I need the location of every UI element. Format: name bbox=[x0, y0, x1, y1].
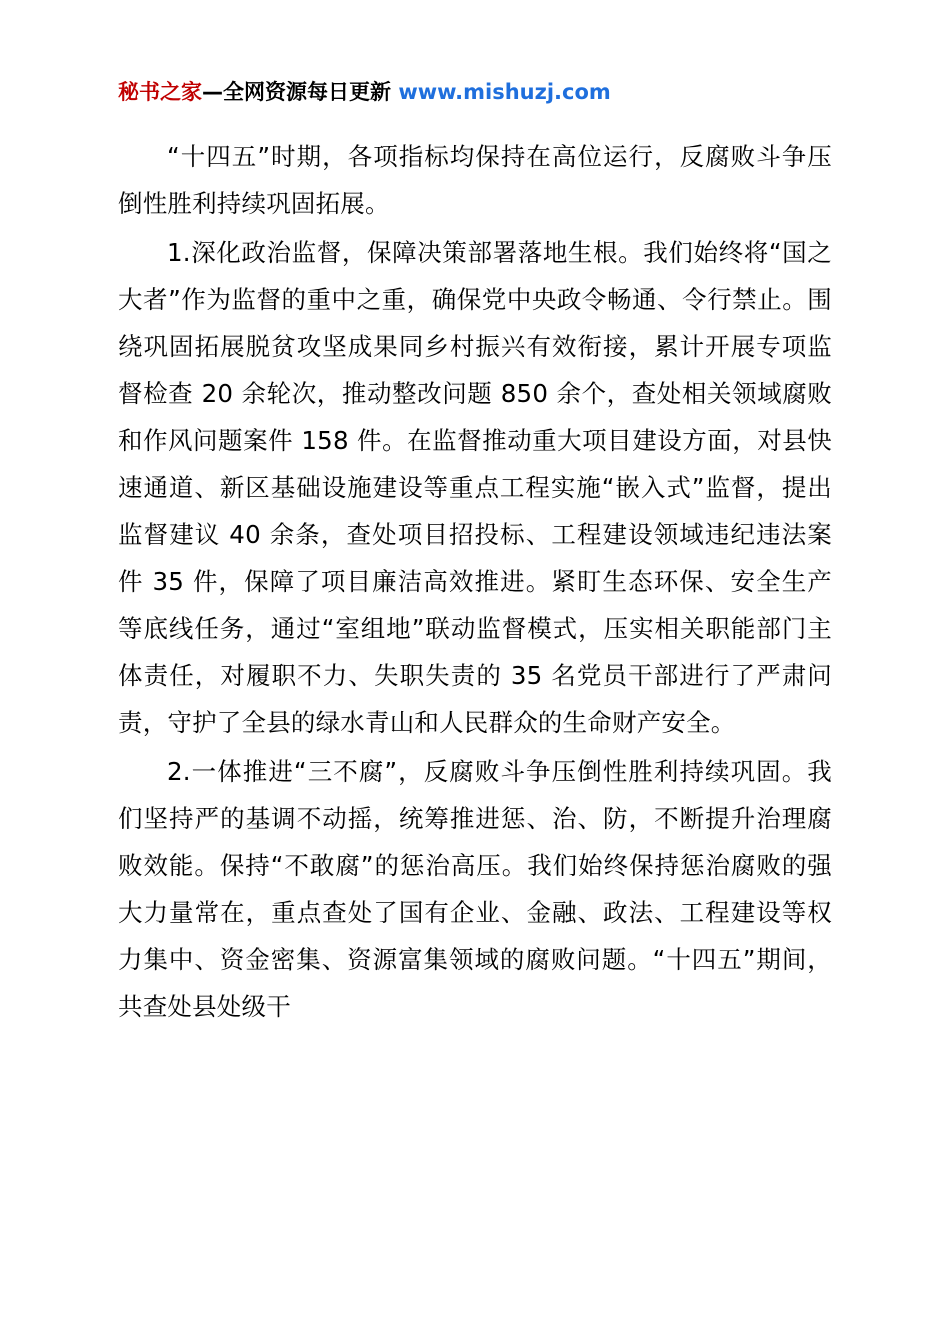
paragraph: “十四五”时期，各项指标均保持在高位运行，反腐败斗争压倒性胜利持续巩固拓展。 bbox=[118, 142, 832, 219]
site-url-link[interactable]: www.mishuzj.com bbox=[398, 80, 611, 104]
site-tagline: —全网资源每日更新 bbox=[202, 80, 391, 104]
document-body bbox=[118, 133, 832, 1030]
paragraph: 2.一体推进“三不腐”，反腐败斗争压倒性胜利持续巩固。我们坚持严的基调不动摇，统筹推进惩、治、防，不断提升治理腐败效能。保持“不敢腐”的惩治高压。我们始终保持惩治腐败的强大力量常在，重点查处了国有企业、金融、政法、工程建设等权力集中、资金密集、资源富集领域的腐败问题。“十四五”期间，共查处县处级干 bbox=[118, 757, 832, 1022]
site-watermark-header bbox=[118, 78, 832, 107]
site-brand-name: 秘书之家 bbox=[118, 80, 202, 104]
paragraph: 1.深化政治监督，保障决策部署落地生根。我们始终将“国之大者”作为监督的重中之重，确保党中央政令畅通、令行禁止。围绕巩固拓展脱贫攻坚成果同乡村振兴有效衔接，累计开展专项监督检查 20 余轮次，推动整改问题 850 余个，查处相关领域腐败和作风问题案件 158 件。在监督推动重大项目建设方面，对县快速通道、新区基础设施建设等重点工程实施“嵌入式”监督，提出监督建议 40 余条，查处项目招投标、工程建设领域违纪违法案件 35 件，保障了项目廉洁高效推进。紧盯生态环保、安全生产等底线任务，通过“室组地”联动监督模式，压实相关职能部门主体责任，对履职不力、失职失责的 35 名党员干部进行了严肃问责，守护了全县的绿水青山和人民群众的生命财产安全。 bbox=[118, 238, 832, 738]
